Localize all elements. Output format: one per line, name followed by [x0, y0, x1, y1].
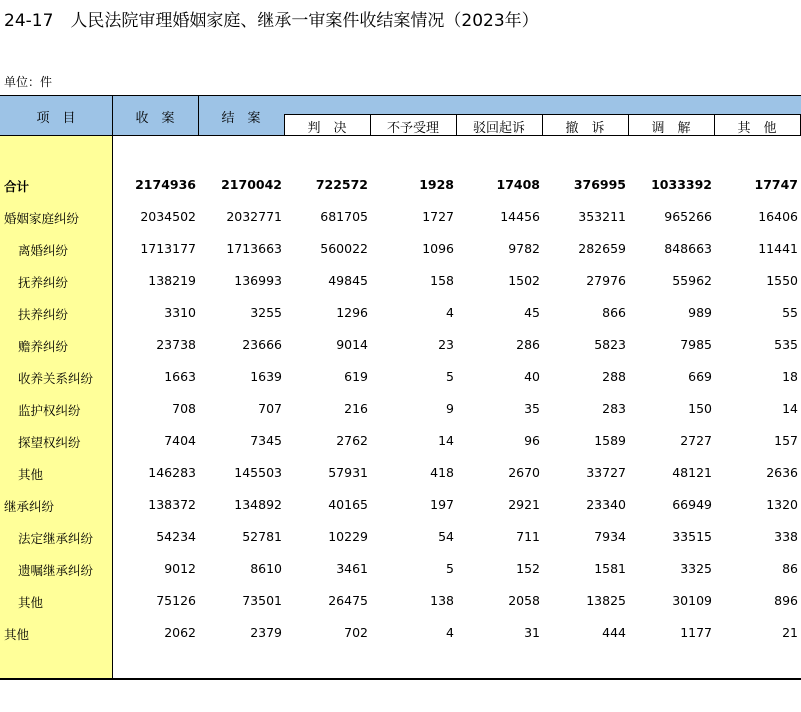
cell-value: 23666 — [242, 337, 282, 352]
row-label: 扶养纠纷 — [18, 307, 69, 322]
cell-value: 17408 — [496, 177, 540, 192]
header-received: 收 案 — [135, 111, 175, 126]
cell-value: 75126 — [156, 593, 196, 608]
cell-value: 55 — [782, 305, 798, 320]
cell-value: 23 — [438, 337, 454, 352]
cell-value: 138 — [430, 593, 454, 608]
cell-value: 152 — [516, 561, 540, 576]
cell-value: 3461 — [336, 561, 368, 576]
cell-value: 5 — [446, 561, 454, 576]
cell-value: 1663 — [164, 369, 196, 384]
cell-value: 2727 — [680, 433, 712, 448]
cell-value: 150 — [688, 401, 712, 416]
cell-value: 2174936 — [135, 177, 196, 192]
cell-value: 30109 — [672, 593, 712, 608]
table-bottom-border — [0, 678, 801, 680]
header-not-accepted: 不予受理 — [386, 121, 439, 136]
cell-value: 138372 — [148, 497, 196, 512]
row-label: 收养关系纠纷 — [18, 371, 94, 386]
cell-value: 52781 — [242, 529, 282, 544]
cell-value: 23738 — [156, 337, 196, 352]
cell-value: 2032771 — [226, 209, 282, 224]
cell-value: 7934 — [594, 529, 626, 544]
cell-value: 1589 — [594, 433, 626, 448]
row-label: 合计 — [4, 179, 30, 194]
cell-value: 681705 — [320, 209, 368, 224]
cell-value: 848663 — [664, 241, 712, 256]
cell-value: 1713177 — [140, 241, 196, 256]
table-row — [0, 552, 801, 584]
cell-value: 14 — [438, 433, 454, 448]
cell-value: 96 — [524, 433, 540, 448]
cell-value: 145503 — [234, 465, 282, 480]
table-row — [0, 584, 801, 616]
cell-value: 86 — [782, 561, 798, 576]
cell-value: 54234 — [156, 529, 196, 544]
cell-value: 7345 — [250, 433, 282, 448]
row-label: 赡养纠纷 — [18, 339, 69, 354]
table-row — [0, 520, 801, 552]
row-label: 其他 — [18, 595, 44, 610]
cell-value: 9014 — [336, 337, 368, 352]
cell-value: 48121 — [672, 465, 712, 480]
row-label: 抚养纠纷 — [18, 275, 69, 290]
cell-value: 286 — [516, 337, 540, 352]
cell-value: 283 — [602, 401, 626, 416]
cell-value: 136993 — [234, 273, 282, 288]
cell-value: 8610 — [250, 561, 282, 576]
cell-value: 216 — [344, 401, 368, 416]
cell-value: 14 — [782, 401, 798, 416]
cell-value: 1502 — [508, 273, 540, 288]
cell-value: 57931 — [328, 465, 368, 480]
cell-value: 896 — [774, 593, 798, 608]
row-label: 婚姻家庭纠纷 — [4, 211, 80, 226]
cell-value: 1096 — [422, 241, 454, 256]
cell-value: 7985 — [680, 337, 712, 352]
row-label: 其他 — [4, 627, 30, 642]
cell-value: 54 — [438, 529, 454, 544]
cell-value: 708 — [172, 401, 196, 416]
cell-value: 40165 — [328, 497, 368, 512]
cell-value: 16406 — [758, 209, 798, 224]
table-row — [0, 328, 801, 360]
cell-value: 35 — [524, 401, 540, 416]
table-row — [0, 456, 801, 488]
cell-value: 134892 — [234, 497, 282, 512]
cell-value: 3255 — [250, 305, 282, 320]
table-row — [0, 200, 801, 232]
cell-value: 1581 — [594, 561, 626, 576]
cell-value: 5823 — [594, 337, 626, 352]
cell-value: 1320 — [766, 497, 798, 512]
table-row — [0, 424, 801, 456]
cell-value: 7404 — [164, 433, 196, 448]
cell-value: 965266 — [664, 209, 712, 224]
cell-value: 2670 — [508, 465, 540, 480]
cell-value: 707 — [258, 401, 282, 416]
table-body — [0, 168, 801, 648]
cell-value: 18 — [782, 369, 798, 384]
cell-value: 45 — [524, 305, 540, 320]
cell-value: 21 — [782, 625, 798, 640]
cell-value: 14456 — [500, 209, 540, 224]
cell-value: 4 — [446, 625, 454, 640]
cell-value: 2762 — [336, 433, 368, 448]
cell-value: 5 — [446, 369, 454, 384]
cell-value: 31 — [524, 625, 540, 640]
cell-value: 2921 — [508, 497, 540, 512]
cell-value: 197 — [430, 497, 454, 512]
cell-value: 866 — [602, 305, 626, 320]
cell-value: 33515 — [672, 529, 712, 544]
cell-value: 17747 — [754, 177, 798, 192]
cell-value: 702 — [344, 625, 368, 640]
cell-value: 11441 — [758, 241, 798, 256]
cell-value: 1296 — [336, 305, 368, 320]
cell-value: 2636 — [766, 465, 798, 480]
page-title: 24-17 人民法院审理婚姻家庭、继承一审案件收结案情况（2023年） — [4, 11, 539, 31]
cell-value: 376995 — [573, 177, 626, 192]
cell-value: 669 — [688, 369, 712, 384]
cell-value: 1033392 — [651, 177, 712, 192]
header-withdrawn: 撤 诉 — [565, 121, 605, 136]
cell-value: 338 — [774, 529, 798, 544]
cell-value: 33727 — [586, 465, 626, 480]
table-row — [0, 616, 801, 648]
header-mediation: 调 解 — [651, 121, 691, 136]
table-row — [0, 488, 801, 520]
table-top-border — [0, 95, 801, 96]
cell-value: 1727 — [422, 209, 454, 224]
cell-value: 2379 — [250, 625, 282, 640]
table-row — [0, 392, 801, 424]
row-label: 监护权纠纷 — [18, 403, 81, 418]
cell-value: 158 — [430, 273, 454, 288]
cell-value: 1550 — [766, 273, 798, 288]
cell-value: 1713663 — [226, 241, 282, 256]
cell-value: 3325 — [680, 561, 712, 576]
cell-value: 13825 — [586, 593, 626, 608]
row-label: 法定继承纠纷 — [18, 531, 94, 546]
cell-value: 3310 — [164, 305, 196, 320]
cell-value: 55962 — [672, 273, 712, 288]
cell-value: 49845 — [328, 273, 368, 288]
cell-value: 157 — [774, 433, 798, 448]
cell-value: 444 — [602, 625, 626, 640]
table-row — [0, 168, 801, 200]
cell-value: 4 — [446, 305, 454, 320]
row-label: 遗嘱继承纠纷 — [18, 563, 94, 578]
cell-value: 10229 — [328, 529, 368, 544]
table-row — [0, 232, 801, 264]
cell-value: 989 — [688, 305, 712, 320]
cell-value: 418 — [430, 465, 454, 480]
cell-value: 1639 — [250, 369, 282, 384]
header-dismissed: 驳回起诉 — [472, 121, 525, 136]
table-row — [0, 296, 801, 328]
cell-value: 288 — [602, 369, 626, 384]
cell-value: 66949 — [672, 497, 712, 512]
header-closed: 结 案 — [221, 111, 261, 126]
cell-value: 9 — [446, 401, 454, 416]
table-row — [0, 264, 801, 296]
cell-value: 1928 — [419, 177, 454, 192]
cell-value: 9012 — [164, 561, 196, 576]
cell-value: 1177 — [680, 625, 712, 640]
row-label: 离婚纠纷 — [18, 243, 69, 258]
cell-value: 711 — [516, 529, 540, 544]
row-label: 其他 — [18, 467, 44, 482]
cell-value: 9782 — [508, 241, 540, 256]
cell-value: 2034502 — [140, 209, 196, 224]
cell-value: 40 — [524, 369, 540, 384]
cell-value: 619 — [344, 369, 368, 384]
cell-value: 2062 — [164, 625, 196, 640]
table-row — [0, 360, 801, 392]
cell-value: 282659 — [578, 241, 626, 256]
header-other: 其 他 — [737, 121, 777, 136]
cell-value: 27976 — [586, 273, 626, 288]
row-label: 继承纠纷 — [4, 499, 55, 514]
cell-value: 2170042 — [221, 177, 282, 192]
cell-value: 23340 — [586, 497, 626, 512]
cell-value: 535 — [774, 337, 798, 352]
cell-value: 560022 — [320, 241, 368, 256]
cell-value: 138219 — [148, 273, 196, 288]
cell-value: 26475 — [328, 593, 368, 608]
row-label: 探望权纠纷 — [18, 435, 81, 450]
cell-value: 722572 — [315, 177, 368, 192]
cell-value: 353211 — [578, 209, 626, 224]
cell-value: 73501 — [242, 593, 282, 608]
unit-label: 单位：件 — [4, 75, 53, 89]
cell-value: 146283 — [148, 465, 196, 480]
header-judgment: 判 决 — [307, 121, 347, 136]
cell-value: 2058 — [508, 593, 540, 608]
header-item: 项 目 — [36, 111, 76, 126]
